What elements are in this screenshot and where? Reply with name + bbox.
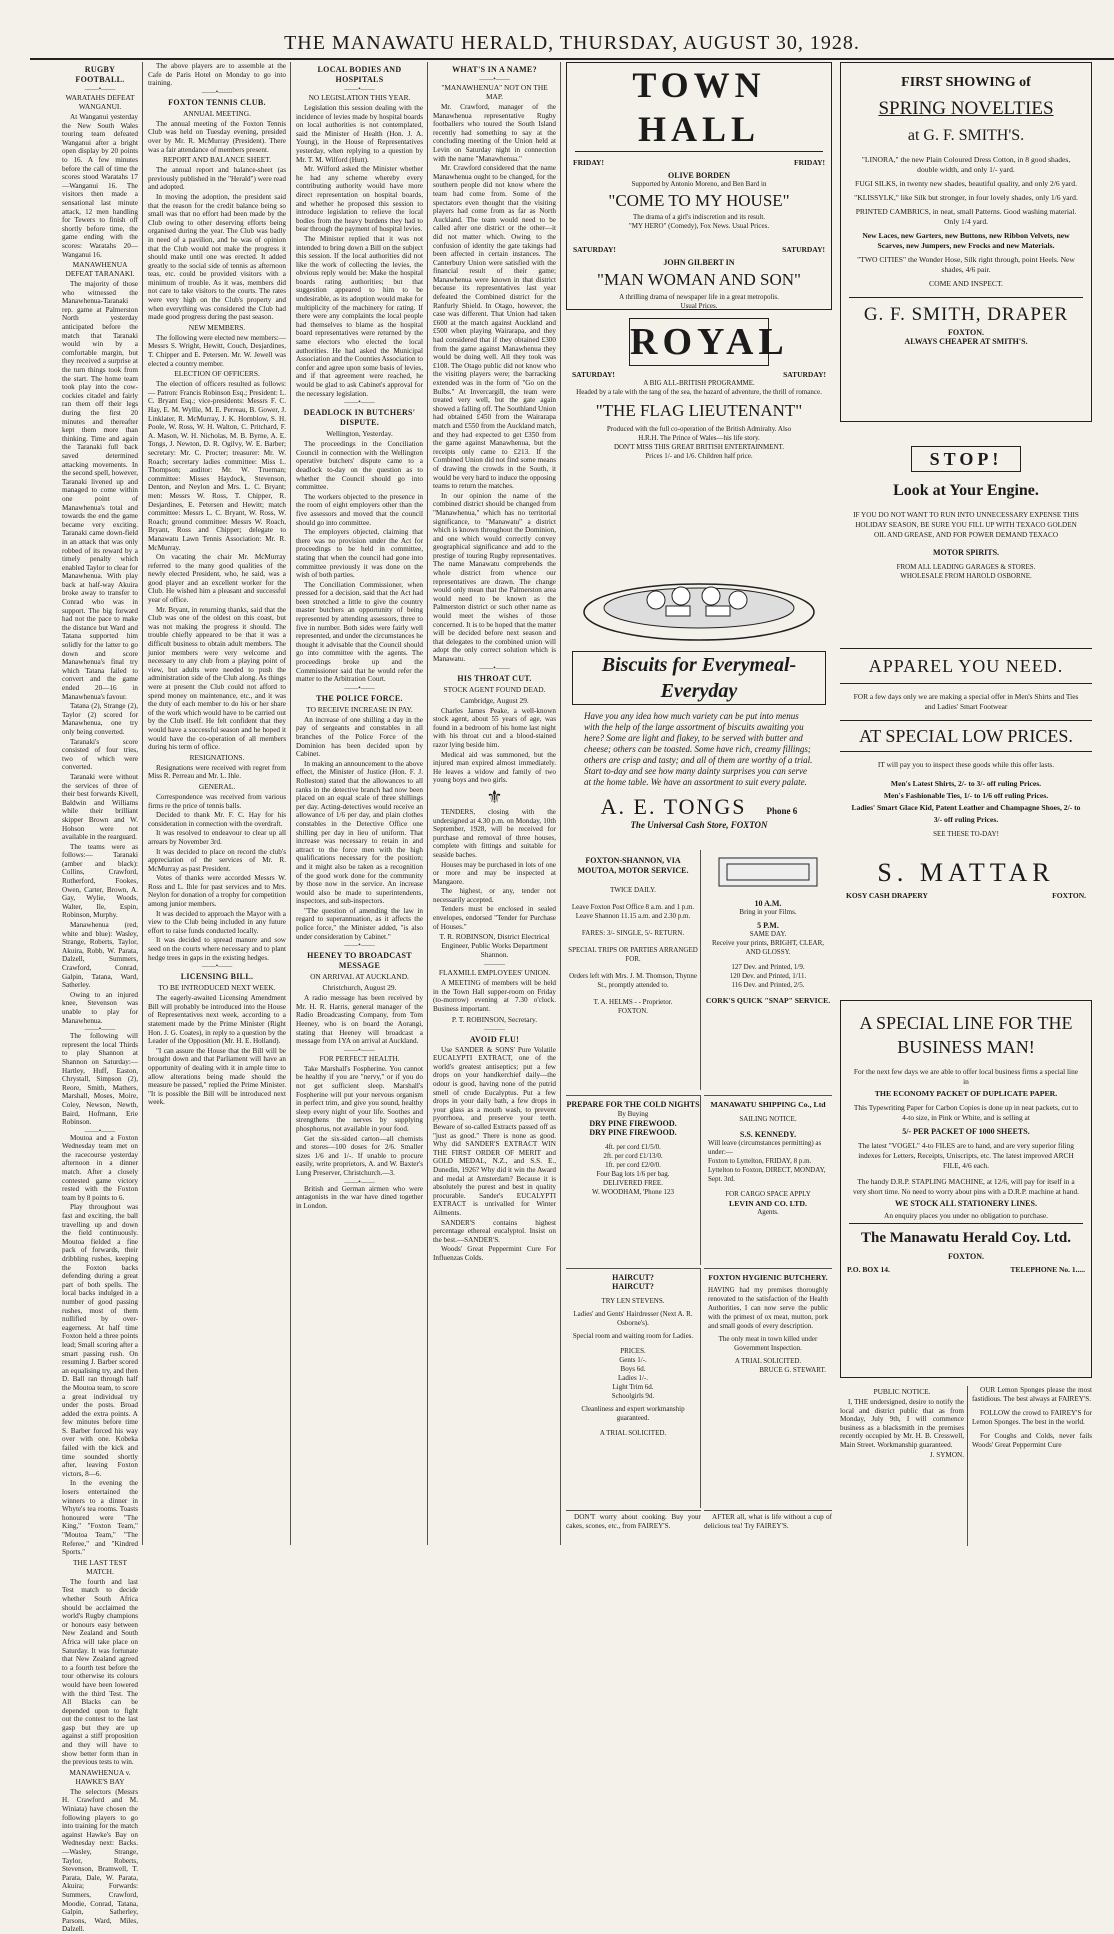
smith-item: New Laces, new Garters, new Buttons, new Ribbon Velvets, new Scarves, new Jumpers, new Frocks and new Materials.: [862, 231, 1070, 250]
haircut-line: TRY LEN STEVENS.: [601, 1297, 665, 1305]
firewood-line: By Buying: [617, 1110, 649, 1118]
subhead: FOR PERFECT HEALTH.: [319, 1053, 400, 1063]
film-title: "COME TO MY HOUSE": [608, 191, 790, 210]
herald-title: A SPECIAL LINE FOR THE: [859, 1013, 1073, 1033]
herald-line: This Typewriting Paper for Carbon Copies is done up in neat packets, cut to 4-to size, in Pink or White, and is selling at: [853, 1103, 1079, 1122]
haircut-line: Ladies' and Gents' Hairdresser (Next A. R. Osborne's).: [573, 1310, 693, 1327]
column-2: The above players are to assemble at the Cafe de Paris Hotel on Monday to go into training. ——•—— FOXTON TENNIS CLUB. ANNUAL MEETING. The annual meeting of the Foxton Tennis Club was held on Tuesday evening, presided over by Mr. R. McMurray (President). There was a fair attendance of members present. REPORT AND BALANCE SHEET. The annual report and balance-sheet (as previously published in the "Herald") were read and adopted. In moving the adoption, the president said that the reason for the credit balance being so small was that no effort had been made by the Club owing to other deserving efforts being organised during the year. The Club was badly in need of a pavilion, and he was of opinion that the Club would not make the progress it should make until one was erected. It added greatly to the social side of tennis as afternoon teas, etc. could be provided visitors with a minimum of trouble. As it was, members did not care to take visitors to the courts. The rates were very high on the Club's property and when everything was considered the Club had made good progress during the past season. NEW MEMBERS. The following were elected new members:—Messrs S. Wright, Hewitt, Couch, Desjardines, T. Chipper and E. Petersen. Mr. W. Jewell was elected a country member. ELECTION OF OFFICERS. The election of officers resulted as follows:— Patron: Francis Robinson Esq.; President: L. C. Bryant Esq.; vice-presidents: Messrs F. C. Hay, E. M. Wyllie, M. E. Perreau, B. Gower, J. Linklater, R. McMurray, J. K. Hornblow, S. H. Poole, W. Ross, W. H. Walton, C. Pritchard, F. A. Mason, W. H. Nicholas, M. B. Byrne, A. E. Tongs, J. Newton, D. R. Ogilvy, W. E. Barber; secretary: Mr. C. Procter; treasurer: Mr. W. Roach; secretary ladies committee: Miss L. Thompson; auditor: Mr. W. Trueman; committee: Misses Haydock, Stevenson, Denton, and Neylon and Mrs. L. C. Bryant; men: Messrs W. Ross, T. Chipper, R. Desjardines, E. Petersen and Hewitt; match committee: Messrs L. C. Bryant, W. Ross, W. Roach; ground committee: Messrs W. Roach, Bryant, Ross and Chipper; delegate to Manawatu Lawn Tennis Association: Mr. R. McMurray. On vacating the chair Mr. McMurray referred to the many good qualities of the newly elected President, who, he said, was a good player and an excellent worker for the Club. He wished him a pleasant and successful year of office. Mr. Bryant, in returning thanks, said that the Club was one of the oldest on this coast, but was not making the progress it should. The trouble chiefly appeared to be that it was a difficult business to obtain adult members. The junior members were very welcome and necessary to any club from a playing point of view, but adults were needed to push the administration side of the Club along. As things were at present the Club could not afford to spend money on maintenance, etc., and it was the duty of each member to do his or her share of the work which would have to be carried out by the Club itself. He felt confident that they would have a successful season and he hoped it would have the co-operation of all members during his term of office. RESIGNATIONS. Resignations were received with regret from Miss R. Perreau and Mr. L. Ihle. GENERAL. Correspondence was received from various firms re the price of tennis balls. Decided to thank Mr. F. C. Hay for his consideration in connection with the overdraft. It was resolved to endeavour to clear up all arrears by November 3rd. It was decided to place on record the club's appreciation of the services of Mr. R. McMurray as past President. Votes of thanks were accorded Messrs W. Ross and L. Ihle for past services and to Mrs. Neylon for donation of a trophy for competition among junior members. It was decided to approach the Mayor with a view to the Club being included in any future effort to raise funds conducted locally. It was decided to spread manure and sow seed on the courts where necessary and to plant hedge trees in gaps in the existing hedges. ——•—— LICENSING BILL. TO BE INTRODUCED NEXT WEEK. The eagerly-awaited Licensing Amendment Bill will probably be introduced into the House of Representatives next week, according to a statement made by the Prime Minister (Right Hon. J. G. Coates), in reply to a question by the Leader of the Opposition (Mr. H. E. Holland). "I can assure the House that the Bill will be brought down and that Parliament will have an opportunity of dealing with it in ample time to allow alterations being made should the measure be passed," replied the Prime Minister. "It is possible the Bill will be introduced next week.: [148, 62, 286, 1107]
royal-line: H.R.H. The Prince of Wales—his life story.: [638, 434, 760, 442]
paragraph: A radio message has been received by Mr. H. R. Harris, general manager of the Radio Broadcasting Company, from Tom Heeney, who is on board the Aorangi, stating that Heeney will broadcast a message from 1YA on arrival at Auckland.: [296, 994, 423, 1046]
paragraph: Owing to an injured knee, Stevenson was unable to play for Manawhenua.: [62, 990, 138, 1025]
tongs-ad: [566, 556, 832, 842]
subhead: MANAWHENUA v. HAWKE'S BAY: [69, 1767, 131, 1786]
film-line: CORK'S QUICK "SNAP" SERVICE.: [705, 996, 831, 1005]
shipping-line: Agents.: [757, 1208, 779, 1216]
paragraph: The highest, or any, tender not necessarily accepted.: [433, 887, 556, 904]
fairey-tea-ad: [704, 1510, 832, 1548]
paragraph: The annual report and balance-sheet (as previously published in the "Herald") were read and adopted.: [148, 166, 286, 192]
headline: HEENEY TO BROADCAST MESSAGE: [307, 951, 412, 971]
smith-title: SPRING NOVELTIES: [878, 98, 1054, 119]
texaco-ad: [840, 430, 1092, 630]
smith-item: PRINTED CAMBRICS, in neat, small Patterns. Good washing material. Only 1/4 yard.: [855, 207, 1077, 226]
haircut-line: Special room and waiting room for Ladies.: [572, 1332, 694, 1340]
fairey-line: For Coughs and Colds, never fails Woods' Great Peppermint Cure: [972, 1432, 1092, 1449]
paragraph: Votes of thanks were accorded Messrs W. Ross and L. Ihle for past services and to Mrs. Neylon for donation of a trophy for competition among junior members.: [148, 874, 286, 909]
column-rule: [290, 62, 291, 1545]
biscuit-banner: Biscuits for Everymeal-Everyday: [572, 651, 826, 705]
mattar-line: IT will pay you to inspect these goods while this offer lasts.: [877, 760, 1055, 769]
town-hall-title: TOWN HALL: [632, 65, 766, 149]
headline: AVOID FLU!: [469, 1034, 520, 1044]
masthead: THE MANAWATU HERALD, THURSDAY, AUGUST 30, 1928.: [30, 14, 1114, 60]
film-desc: A thrilling drama of newspaper life in a great metropolis.: [619, 293, 779, 301]
subhead: NEW MEMBERS.: [188, 322, 246, 332]
column-rule: [560, 62, 561, 1545]
mattar-item: Men's Fashionable Ties, 1/- to 1/6 off ruling Prices.: [883, 791, 1049, 800]
crest-icon: ⚜: [486, 786, 503, 807]
column-3: LOCAL BODIES AND HOSPITALS ——•—— NO LEGISLATION THIS YEAR. Legislation this session dealing with the incidence of levies made by hospital boards on local authorities is not contemplated, said the Minister of Health (Hon. J. A. Young), in the House of Representatives yesterday, when replying to a question by Mr. T. M. Wilford (Hutt). Mr. Wilford asked the Minister whether he had any scheme whereby every contributing authority would have more direct representation on hospital boards, and whether he proposed this session to introduce legislation to relieve the local bodies from the heavy burdens they had to bear through the payment of hospital levies. The Minister replied that it was not intended to bring down a Bill on the subject this session. If the local authorities did not like the work of collecting the levies, the obvious reply would be: Make the hospital boards rating authorities; but that suggestion appeared to him to be undesirable, as its adoption would make for multiplicity of the machinery for rating. If there were any complaints the local people had themselves to blame as the hospital board representatives were returned by the same electors who elected the local authorities. He had asked the Municipal Association and the Counties Association to confer and agree upon some basis of levies, and if that agreement were reached, he would be glad to ask Cabinet's approval for the necessary legislation. ——•—— DEADLOCK IN BUTCHERS' DISPUTE. Wellington, Yesterday. The proceedings in the Conciliation Council in connection with the Wellington operative butchers' dispute came to a deadlock to-day on the question as to whether the Council should go into committee. The workers objected to the presence in the room of eight employers other than the five assessors and moved that the council should go into committee. The employers objected, claiming that there was no provision under the Act for proceedings to be held in committee, stating that when the council had gone into committee previously it was done on the wish of both parties. The Conciliation Commissioner, when pressed for a decision, said that the Act had been stretched a little to give the country master butchers an opportunity of being represented by attending assessors, three to five in number. Both sides were fairly well represented, and under the circumstances he thought it advisable that the Council should go into committee with the agents. The proceedings broke up and the Commissioner said that he would refer the matter to the Arbitration Court. ——•—— THE POLICE FORCE. TO RECEIVE INCREASE IN PAY. An increase of one shilling a day in the pay of sergeants and constables in all branches of the Police Force of the Dominion has been decided upon by Cabinet. In making an announcement to the above effect, the Minister of Justice (Hon. F. J. Rolleston) stated that the allowances to all ranks in the detective branch had now been placed on an equal scale of three shillings per day. Acting-detectives would receive an allowance of 1/6 per day, and plain clothes constables in the Detective Office one shilling per day in lieu of uniform. That increase was necessary to retain in and attract to the force men with the high qualifications necessary for the position; and it might also be taken as a recognition of the good work done for the community by those now in the service. An increase would also be made to superintendents, inspectors, and sub-inspectors. "The question of amending the law in regard to superannuation, as it affects the police force," the Minister added, "is also under consideration by Cabinet." ——•—— HEENEY TO BROADCAST MESSAGE ON ARRIVAL AT AUCKLAND. Christchurch, August 29. A radio message has been received by Mr. H. R. Harris, general manager of the Radio Broadcasting Company, from Tom Heeney, who is on board the Aorangi, stating that Heeney will broadcast a message from 1YA on arrival at Auckland. ——•—— FOR PERFECT HEALTH. Take Marshall's Fospherine. You cannot be healthy if you are "nervy," or if you do not get sufficient sleep. Marshall's Fospherine will put your nervous organism in perfect trim, and give you sound, healthy sleep every night of your life. Soothes and strengthens the nerves by supplying phosphorus, not available in your food. Get the six-sided carton—all chemists and stores—100 doses for 2/6. Smaller sizes 1/6 and 1/-. If unable to procure easily, write proprietors, A. and W. Baxter's Lung Preserver, Christchurch.—3. ——•—— British and German airmen who were antagonists in the war have dined together in London.: [296, 65, 423, 1210]
royal-ad: [566, 314, 832, 550]
royal-title: ROYAL: [629, 318, 769, 366]
subhead: TO RECEIVE INCREASE IN PAY.: [306, 704, 413, 714]
day-label: FRIDAY!: [794, 158, 825, 167]
paragraph: "I can assure the House that the Bill will be brought down and that Parliament will have an opportunity of dealing with it in ample time to allow alterations being made should the measure be passed," replied the Prime Minister. "It is possible the Bill will be introduced next week.: [148, 1046, 286, 1107]
herald-line: The handy D.R.P. STAPLING MACHINE, at 12/6, will pay for itself in a very short time. No need to worry about pins with a D.R.P. machine at hand.: [853, 1177, 1079, 1196]
motor-title: FOXTON-SHANNON, VIA MOUTOA, MOTOR SERVICE.: [577, 856, 689, 875]
herald-box: P.O. BOX 14.: [847, 1265, 890, 1274]
motor-line: TWICE DAILY.: [610, 886, 656, 894]
smith-town: FOXTON.: [947, 328, 985, 337]
shipping-ad: [704, 1095, 832, 1265]
subhead: WARATAHS DEFEAT WANGANUI.: [65, 93, 135, 111]
shipping-line: FOR CARGO SPACE APPLY: [725, 1190, 811, 1198]
subhead: NO LEGISLATION THIS YEAR.: [308, 93, 411, 102]
day-label: SATURDAY!: [572, 370, 615, 379]
film-line: Bring in your Films.: [739, 908, 797, 916]
paragraph: Charles James Peake, a well-known stock agent, about 55 years of age, was found in a bedroom of his home last night with his throat cut and a blood-stained razor lying beside him.: [433, 706, 556, 749]
paragraph: It was resolved to endeavour to clear up all arrears by November 3rd.: [148, 829, 286, 846]
herald-line: An enquiry places you under no obligation to purchase.: [884, 1211, 1048, 1220]
smith-item: "KLISSYLK," like Silk but stronger, in four lovely shades, only 1/6 yard.: [854, 193, 1078, 202]
film-line: SAME DAY.: [749, 930, 787, 938]
biscuit-plate-icon: [566, 556, 832, 646]
stop-line: FROM ALL LEADING GARAGES & STORES.: [896, 563, 1036, 571]
stop-text: IF YOU DO NOT WANT TO RUN INTO UNNECESSARY EXPENSE THIS HOLIDAY SEASON, BE SURE YOU FILL UP WITH TEXACO GOLDEN OIL AND GREASE, AND FOR POWER DEMAND TEXACO: [853, 511, 1079, 539]
paragraph: Mr. Wilford asked the Minister whether he had any scheme whereby every contributing authority would have more direct representation on hospital boards, and whether he proposed this session to introduce legislation to relieve the local bodies from the heavy burdens they had to bear through the payment of hospital levies.: [296, 165, 423, 234]
paragraph: Tatana (2), Strange (2), Taylor (2) scored for Manawhenua, one try only being converted.: [62, 702, 138, 736]
subhead: ON ARRIVAL AT AUCKLAND.: [310, 972, 409, 982]
paragraph: Resignations were received with regret from Miss R. Perreau and Mr. L. Ihle.: [148, 763, 286, 781]
film-price: 116 Dev. and Printed, 2/5.: [731, 981, 805, 989]
paragraph: SANDER'S contains highest percentage ethereal eucalyptol. Insist on the best.—SANDER'S.: [433, 1218, 556, 1244]
fairey-line: FOLLOW the crowd to FAIREY'S for Lemon Sponges. The best in the world.: [972, 1409, 1092, 1426]
paragraph: Legislation this session dealing with the incidence of levies made by hospital boards on local authorities is not contemplated, said the Minister of Health (Hon. J. A. Young), in the House of Representatives yesterday, when replying to a question by Mr. T. M. Wilford (Hutt).: [296, 104, 423, 164]
paragraph: TENDERS, closing with the undersigned at 4.30 p.m. on Monday, 10th September, 1928, will be received for purchase and removal of three houses, complete with fittings and suitable for seaside baches.: [433, 807, 556, 859]
day-label: FRIDAY!: [573, 158, 604, 167]
paragraph: Mr. Crawford considered that the name Manawhenua ought to be changed, for the southern people did not know where the team had come from. Some of the spectators even thought that the visiting players had come from as far as North Auckland. The team would need to be called after one district or the other—it did not matter which. Owing to the confusion of identity the gate takings had been affected in certain instances. The Canterbury Union were satisfied with the financial result of their game; Manawhenua were known in that district because its representatives last year defeated the Combined district for the Ranfurly Shield. In Otago, however, the case was different. That Union had taken £600 at the match against Auckland and £500 when playing Wairarapa, and they had considered that if they obtained £300 from the game against Manawhenua they would be doing well. All they took was £108. The Otago public did not know who the visiting players were; the barracking extended was in the form of "Go on the Bulbs." At Invercargill, the team were treated very well, but the gate again showed a falling off. The Southland Union had obtained £450 from the Wairarapa match and £550 from the Auckland match, and they had expected to get £350 from the game against Manawhenua, but the receipts only came to £213. If the Combined Union did not find some means of drawing the crowds in the South, it would be very hard to induce the opposing teams to return the matches.: [433, 164, 556, 491]
film-desc: The drama of a girl's indiscretion and its result.: [632, 213, 766, 221]
column-rule: [142, 62, 143, 1545]
haircut-line: A TRIAL SOLICITED.: [599, 1429, 667, 1437]
mattar-item: Ladies' Smart Glace Kid, Patent Leather and Champagne Shoes, 2/- to 3/- off ruling Prices.: [851, 803, 1081, 824]
paragraph: In moving the adoption, the president said that the reason for the credit balance being so small was that no effort had been made by the Club owing to other deserving efforts being organised during the year. The Club was badly in need of a pavilion, and he was of opinion that the Club would not make the progress it should make until one was erected. It added greatly to the social side of tennis as afternoon teas, etc. could be provided visitors with a minimum of trouble. As it was, members did not care to take visitors to the courts. The rates were very high on the Club's property and when everything was considered the Club had made good progress during the past season.: [148, 192, 286, 322]
butchery-signature: BRUCE G. STEWART.: [759, 1366, 826, 1374]
town-hall-ad: [566, 62, 832, 310]
paragraph: Get the six-sided carton—all chemists and stores—100 doses for 2/6. Smaller sizes 1/6 and 1/-. If unable to procure easily, write proprietors, A. and W. Baxter's Lung Preserver, Christchurch.—3.: [296, 1134, 423, 1177]
motor-line: SPECIAL TRIPS OR PARTIES ARRANGED FOR.: [568, 946, 698, 963]
royal-line: DON'T MISS THIS GREAT BRITISH ENTERTAINMENT.: [613, 443, 785, 451]
firewood-price: 2ft. per cord £1/13/0.: [603, 1152, 663, 1160]
smith-item: "TWO CITIES" the Wonder Hose, Silk right through, point Heels. New shades, 4/6 pair.: [857, 255, 1075, 274]
firewood-line: DELIVERED FREE.: [603, 1179, 663, 1187]
shipping-line: Lyttelton to Foxton, DIRECT, MONDAY, Sept. 3rd.: [708, 1166, 826, 1183]
film-prices: Usual Prices.: [680, 302, 718, 310]
paragraph: Mr. Crawford, manager of the Manawhenua representative Rugby footballers who toured the South Island recently had something to say at the concluding meeting of the Union held at Levin on Saturday night in connection with the name "Manawhenua.": [433, 103, 556, 163]
paragraph: The Minister replied that it was not intended to bring down a Bill on the subject this session. If the local authorities did not like the work of collecting the levies, the obvious reply would be: Make the hospital boards rating authorities; but that suggestion appeared to him to be undesirable, as its adoption would make for multiplicity of the machinery for rating. If there were any complaints the local people had themselves to blame as the hospital board representatives were returned by the same electors who elected the local authorities. He had asked the Municipal Association and the Counties Association to confer and agree upon some basis of levies, and if that agreement were reached, he would be glad to ask Cabinet's approval for the necessary legislation.: [296, 234, 423, 398]
paragraph: It was decided to spread manure and sow seed on the courts where necessary and to plant hedge trees in gaps in the existing hedges.: [148, 936, 286, 962]
paragraph: Woods' Great Peppermint Cure For Influenzas Colds.: [433, 1245, 556, 1262]
motor-line: Leave Shannon 11.15 a.m. and 2.30 p.m.: [575, 912, 691, 920]
haircut-ad: [566, 1268, 701, 1508]
fairey-line: OUR Lemon Sponges please the most fastidious. The best always at FAIREY'S.: [972, 1386, 1092, 1403]
headline: LOCAL BODIES AND HOSPITALS: [317, 65, 402, 84]
motor-line: Leave Foxton Post Office 8 a.m. and 1 p.m.: [571, 903, 695, 911]
smith-ad: [840, 62, 1092, 422]
notice-text: I, THE undersigned, desire to notify the local and district public that as from Monday, July 9th, I will commence business as a blacksmith in the premises recently occupied by Mr. H. B. Cresswell, Main Street. Workmanship guaranteed.: [840, 1398, 964, 1449]
subhead: "MANAWHENUA" NOT ON THE MAP.: [441, 83, 548, 101]
column-4: WHAT'S IN A NAME? ——•—— "MANAWHENUA" NOT ON THE MAP. Mr. Crawford, manager of the Manawhenua representative Rugby footballers who toured the South Island recently had something to say at the concluding meeting of the Union held at Levin on Saturday night in connection with the name "Manawhenua." Mr. Crawford considered that the name Manawhenua ought to be changed, for the southern people did not know where the team had come from. Some of the spectators even thought that the visiting players had come from as far as North Auckland. The team would need to be called after one district or the other—it did not matter which. Owing to the confusion of identity the gate takings had been affected in certain instances. The Canterbury Union were satisfied with the financial result of their game; Manawhenua were known in that district because its representatives last year defeated the Combined district for the Ranfurly Shield. In Otago, however, the case was different. That Union had taken £600 at the match against Auckland and £500 when playing Wairarapa, and they had considered that if they obtained £300 from the game against Manawhenua they would be doing well. All they took was £108. The Otago public did not know who the visiting players were; the barracking extended was in the form of "Go on the Bulbs." At Invercargill, the team were treated very well, but the gate again showed a falling off. The Southland Union had obtained £450 from the Wairarapa match and £550 from the Auckland match, and they had expected to get £350 from the game against Manawhenua, but the receipts only came to £213. If the Combined Union did not find some means of drawing the crowds in the South, it would be very hard to induce the opposing teams to return the matches. In our opinion the name of the combined district should be changed from "Manawhenua," which has no territorial significance, to "Manawatu" a district which is known throughout the Dominion, and one which would correctly convey geographical significance and add to the prestige of touring Rugby representatives. The name Manawatu comprehends the whole district from whence our representatives are drawn. The change would only mean that the Palmerston area would need to be known as the Palmerston district or such other name as would meet the wishes of those concerned. It is to be hoped that the matter will be decided before next season and that delegates to the combined union will adopt the only correct solution which is Manawatu. ——•—— HIS THROAT CUT. STOCK AGENT FOUND DEAD. Cambridge, August 29. Charles James Peake, a well-known stock agent, about 55 years of age, was found in a bedroom of his home last night with his throat cut and a blood-stained razor lying beside him. Medical aid was summoned, but the injured man expired almost immediately. He leaves a widow and family of two young boys and two girls. ⚜ TENDERS, closing with the undersigned at 4.30 p.m. on Monday, 10th September, 1928, will be received for purchase and removal of three houses, complete with fittings and suitable for seaside baches. Houses may be purchased in lots of one or more and may be inspected at Mangaore. The highest, or any, tender not necessarily accepted. Tenders must be enclosed in sealed envelopes, endorsed "Tender for Purchase of Houses." T. R. ROBINSON, District Electrical Engineer, Public Works Department Shannon. ——— FLAXMILL EMPLOYEES' UNION. A MEETING of members will be held in the Town Hall supper-room on Friday (to-morrow) evening at 7.30 o'clock. Business important. P. T. ROBINSON, Secretary. ——— AVOID FLU! Use SANDER & SONS' Pure Volatile EUCALYPTI EXTRACT, one of the world's greatest antiseptics; put a few drops on your handkerchief daily—the odour is good, having none of the putrid smell of crude Eucalyptus. Put a few drops in your daily bath, a few drops in your glass as a mouth wash, to prevent pyorrhoea, and preserve your teeth. Beware of so-called Extracts passed off as "just as good." There is none as good. Why did SANDER'S EXTRACT WIN THE FIRST ORDER OF MERIT and GOLD MEDAL, N.Z., and S.S. E., Dunedin, 1926? Why did it win the Award and medal at Amsterdam? Because it is absolutely the purest and best in quality procurable. Sander's EUCALYPTI EXTRACT is unrivalled for Winter Ailments. SANDER'S contains highest percentage ethereal eucalyptol. Insist on the best.—SANDER'S. Woods' Great Peppermint Cure For Influenzas Colds.: [433, 65, 556, 1262]
subhead: FLAXMILL EMPLOYEES' UNION.: [438, 968, 551, 978]
film-title: "MAN WOMAN AND SON": [597, 270, 801, 289]
paragraph: An increase of one shilling a day in the pay of sergeants and constables in all branches of the Police Force of the Dominion has been decided upon by Cabinet.: [296, 715, 423, 759]
notice-title: PUBLIC NOTICE.: [873, 1387, 931, 1396]
haircut-price: Light Trim 6d.: [612, 1383, 654, 1391]
fairey-line: DON'T worry about cooking. Buy your cakes, scones, etc., from FAIREY'S.: [566, 1513, 701, 1530]
dateline: Cambridge, August 29.: [460, 695, 529, 705]
motor-line: Orders left with Mrs. J. M. Thomson, Thynne St., promptly attended to.: [569, 972, 697, 989]
film-line: 5 P.M.: [757, 921, 779, 930]
mattar-special: AT SPECIAL LOW PRICES.: [840, 720, 1092, 752]
motor-line: FOXTON.: [617, 1007, 648, 1015]
signature: T. R. ROBINSON, District Electrical Engineer, Public Works Department Shannon.: [439, 932, 550, 960]
paragraph: Mr. Bryant, in returning thanks, said that the Club was one of the oldest on this coast, but was not making the progress it should. The trouble chiefly appeared to be that it was a difficult business to obtain adult members. The junior members were very welcome and necessary to any club from a playing point of view, but adults were needed to push the administration side of the Club along. As things were at present the Club could not afford to spend money on maintenance, etc., and it was the duty of each member to do his or her share of the work which would have to be carried out by the Club itself. He felt confident that they would have a successful season and he hoped it would have the co-operation of all members during his term of office.: [148, 605, 286, 752]
subhead: REPORT AND BALANCE SHEET.: [162, 155, 272, 165]
herald-name: The Manawatu Herald Coy. Ltd.: [860, 1230, 1071, 1246]
paragraph: In making an announcement to the above effect, the Minister of Justice (Hon. F. J. Rolleston) stated that the allowances to all ranks in the detective branch had now been placed on an equal scale of three shillings per day. Acting-detectives would receive an allowance of 1/6 per day, and plain clothes constables in the Detective Office one shilling per day in lieu of uniform. That increase was necessary to retain in and attract to the force men with the high qualifications necessary for the position; and it might also be taken as a recognition of the good work done for the community by those now in the service. An increase would also be made to superintendents, inspectors, and sub-inspectors.: [296, 759, 423, 906]
motor-service-ad: [566, 850, 701, 1090]
tongs-name: A. E. TONGS: [600, 794, 747, 819]
paragraph: The employers objected, claiming that there was no provision under the Act for proceedings to be held in committee, stating that when the council had gone into committee previously it was done on the wish of both parties.: [296, 528, 423, 580]
paragraph: Correspondence was received from various firms re the price of tennis balls.: [148, 792, 286, 810]
paragraph: At Wanganui yesterday the New South Wales touring team defeated Wanganui after a bright open display by 20 points to 16. A few minutes before the call of time the scores stood Waratahs 17—Wanganui 16. The visitors then made a sensational last minute attack, 12 men handling for Tewers to finish off shortly before time, the game ending with the scores: Waratahs 20—Wanganui 16.: [62, 113, 138, 259]
subhead: STOCK AGENT FOUND DEAD.: [443, 684, 546, 694]
paragraph: "The question of amending the law in regard to superannuation, as it affects the police force," the Minister added, "is also under consideration by Cabinet.": [296, 906, 423, 941]
smith-title: FIRST SHOWING of: [901, 75, 1031, 90]
subhead: GENERAL.: [198, 781, 236, 791]
day-label: SATURDAY!: [782, 245, 825, 254]
subhead: THE LAST TEST MATCH.: [73, 1557, 127, 1576]
paragraph: The teams were as follows:— Taranaki (amber and black): Collins, Crawford, Rutherford, Fookes, Owen, Carter, Brown, A. Gay, Wylie, Woods, Walter, Ile, Espin, Robinson, Murphy.: [62, 842, 138, 920]
smith-item: "LINORA," the new Plain Coloured Dress Cotton, in 8 good shades, double width, and only 1/- yard.: [861, 155, 1071, 174]
royal-line: A BIG ALL-BRITISH PROGRAMME.: [643, 379, 755, 387]
paragraph: Manawhenua (red, white and blue): Wasley, Strange, Roberts, Taylor, Akuira, Robb, W. Parata, Dalzell, Summers, Crawford, Conrad, Galpin, Tatana, Ward, Satherley.: [62, 921, 138, 990]
star-name: OLIVE BORDEN: [667, 171, 730, 180]
herald-ad: [840, 1000, 1092, 1378]
day-label: SATURDAY!: [573, 245, 616, 254]
paragraph: The following were elected new members:—Messrs S. Wright, Hewitt, Couch, Desjardines, T. Chipper and E. Petersen. Mr. W. Jewell was elected a country member.: [148, 333, 286, 368]
firewood-line: DRY PINE FIREWOOD.: [589, 1119, 677, 1128]
paragraph: The fourth and last Test match to decide whether South Africa should be acclaimed the world's Rugby champions or honours easy between New Zealand and South Africa will take place on Saturday. It was fortunate that New Zealand agreed to a fourth test before the tour otherwise its colours would have been lowered with the third Test. The All Blacks can be depended upon to fight out the contest to the last gasp but they are up against a stiff proposition and they will have to show better form than in the previous tests to win.: [62, 1577, 138, 1767]
headline: HIS THROAT CUT.: [457, 673, 532, 683]
paragraph: In the evening the losers entertained the winners to a dinner in Whyte's tea rooms. Toasts honoured were "The King," "Foxton Team," "Moutoa Team," "The Referee," and "Kindred Sports.": [62, 1479, 138, 1557]
mattar-item: Men's Latest Shirts, 2/- to 3/- off ruling Prices.: [890, 779, 1042, 788]
paragraph: Houses may be purchased in lots of one or more and may be inspected at Mangaore.: [433, 860, 556, 886]
herald-price: 5/- PER PACKET OF 1000 SHEETS.: [902, 1127, 1030, 1136]
headline: THE POLICE FORCE.: [316, 693, 403, 703]
tongs-phone: Phone 6: [766, 806, 798, 816]
paragraph: Medical aid was summoned, but the injured man expired almost immediately. He leaves a widow and family of two young boys and two girls.: [433, 750, 556, 785]
mattar-name: S. MATTAR: [877, 858, 1055, 887]
film-price: 120 Dev. and Printed, 1/11.: [729, 972, 807, 980]
fairey-cakes-ad: [566, 1510, 701, 1548]
mattar-line: SEE THESE TO-DAY!: [933, 830, 999, 838]
butchery-title: FOXTON HYGIENIC BUTCHERY.: [708, 1273, 828, 1282]
subhead: TO BE INTRODUCED NEXT WEEK.: [158, 983, 276, 993]
herald-line: The latest "VOGEL" 4-to FILES are to hand, and are very superior filing indexes for Letters, Receipts, Uniscripts, etc. The latest improved ARCH FILE, 4/6 each.: [858, 1141, 1074, 1170]
tongs-tagline: The Universal Cash Store, FOXTON: [630, 820, 768, 830]
paragraph: The proceedings in the Conciliation Council in connection with the Wellington operative butchers' dispute came to a deadlock to-day on the question as to whether the Council should go into committee.: [296, 440, 423, 492]
paragraph: The workers objected to the presence in the room of eight employers other than the five assessors and moved that the council should go into committee.: [296, 492, 423, 527]
ship-name: S.S. KENNEDY.: [739, 1130, 797, 1139]
smith-item: COME AND INSPECT.: [929, 279, 1003, 288]
film-extra: "MY HERO" (Comedy), Fox News. Usual Prices.: [628, 222, 770, 230]
royal-line: Headed by a tale with the tang of the sea, the hazard of adventure, the thrill of romance.: [576, 388, 822, 396]
column-1: RUGBY FOOTBALL. ——•—— WARATAHS DEFEAT WANGANUI. At Wanganui yesterday the New South Wales touring team defeated Wanganui after a bright open display by 20 points to 16. A few minutes before the call of time the scores stood Waratahs 17—Wanganui 16. The visitors then made a sensational last minute attack, 12 men handling for Tewers to finish off shortly before time, the game ending with the scores: Waratahs 20—Wanganui 16. MANAWHENUA DEFEAT TARANAKI. The majority of those who witnessed the Manawhenua-Taranaki rep. game at Palmerston North yesterday anticipated before the match that Taranaki would win by a comfortable margin, but they received a surprise at the turn things took from the start. The home team took play into the cow-cockies citadel and fairly ran them off their legs during the first 20 minutes and thereafter kept them more than thinking. Time and again the Taranaki full back saved determined attacking movements. In the second spell, however, Taranaki livened up and managed to come within one point of Manawhenua's total and towards the end the game became very exciting. Taranaki came down-field in an attack that was only robbed of its reward by a timely penalty which enabled Taylor to clear for Manawhenua. With play back at half-way Akuira broke away to transfer to Conrad who was in support. The big forward had not the pace to make the distance but Ward and Tatana supported him solidly for the latter to go down and score Manawhenua's final try which Tatana failed to convert and the game ended 20—16 in Manawhenua's favour. Tatana (2), Strange (2), Taylor (2) scored for Manawhenua, one try only being converted. Taranaki's score consisted of four tries, two of which were converted. Taranaki were without the services of three of their best forwards Kivell, Baldwin and Williams while their brilliant skipper Brown and W. Hobson were not available in the rearguard. The teams were as follows:— Taranaki (amber and black): Collins, Crawford, Rutherford, Fookes, Owen, Carter, Brown, A. Gay, Wylie, Woods, Walter, Ile, Espin, Robinson, Murphy. Manawhenua (red, white and blue): Wasley, Strange, Roberts, Taylor, Akuira, Robb, W. Parata, Dalzell, Summers, Crawford, Conrad, Galpin, Tatana, Ward, Satherley. Owing to an injured knee, Stevenson was unable to play for Manawhenua. ——•—— The following will represent the local Thirds to play Shannon at Shannon on Saturday:— Hartley, Huff, Easton, Chrystall, Simpson (2), Reore, Smith, Mathers, Marshall, Moses, Moire, Coley, Newson, Newth, Baird, Hofmann, Erie Robinson. ——•—— Moutoa and a Foxton Wednesday team met on the racecourse yesterday afternoon in a dinner match. After a closely contested game victory rested with the Foxton team by 8 points to 6. Play throughout was fast and exciting, the ball travelling up and down the field continuously. Moutoa fielded a fine pack of forwards, their dribbling rushes, keeping the Foxton backs defending during a great part of both spells. The local backs indulged in a number of good passing rushes, most of them nullified by over-eagerness. At half time Foxton held a three points lead; Small scoring after a smart passing rush. On resuming J. Barber scored an equalising try, and then D. Ball ran through half the Moutoa team, to score a great individual try under the posts. Broad added the extra points. A few minutes before time S. Barber forced his way over with one. Kobeka failed with the kick and time sounded shortly after, leaving Foxton victors, 8—6. In the evening the losers entertained the winners to a dinner in Whyte's tea rooms. Toasts honoured were "The King," "Foxton Team," "Moutoa Team," "The Referee," and "Kindred Sports." THE LAST TEST MATCH. The fourth and last Test match to decide whether South Africa should be acclaimed the world's Rugby champions or honours easy between New Zealand and South Africa will take place on Saturday. It was fortunate that New Zealand agreed to a fourth test before the tour otherwise its colours would have been lowered with the third Test. The All Blacks can be depended upon to fight out the contest to the last gasp but they are up against a stiff proposition and they will have to show better form than in the previous tests to win. MANAWHENUA v. HAWKE'S BAY The selectors (Messrs H. Crawford and M. Winiata) have chosen the following players to go into training for the match against Hawke's Bay on Wednesday next: Backs.—Wasley, Strange, Taylor, Roberts, Stevenson, Bramwell, T. Parata, Dale, W. Parata, Akuira; Forwards: Summers, Crawford, Moodie, Conrad, Tatana, Galpin, Satherley, Parsons, Ward, Miles, Dalzell.: [62, 65, 138, 1934]
shipping-line: SAILING NOTICE.: [739, 1115, 797, 1123]
smith-item: FUGI SILKS, in twenty new shades, beautiful quality, and only 2/6 yard.: [854, 179, 1077, 188]
notice-signature: J. SYMON.: [929, 1450, 964, 1459]
paragraph: The majority of those who witnessed the Manawhenua-Taranaki rep. game at Palmerston North yesterday anticipated before the match that Taranaki would win by a comfortable margin, but they received a surprise at the turn things took from the start. The home team took play into the cow-cockies citadel and fairly ran them off their legs during the first 20 minutes and thereafter kept them more than thinking. Time and again the Taranaki full back saved determined attacking movements. In the second spell, however, Taranaki livened up and managed to come within one point of Manawhenua's total and towards the end the game became very exciting. Taranaki came down-field in an attack that was only robbed of its reward by a timely penalty which enabled Taylor to clear for Manawhenua. With play back at half-way Akuira broke away to transfer to Conrad who was in support. The big forward had not the pace to make the distance but Ward and Tatana supported him solidly for the latter to go down and score Manawhenua's final try which Tatana failed to convert and the game ended 20—16 in Manawhenua's favour.: [62, 280, 138, 701]
paragraph: Decided to thank Mr. F. C. Hay for his consideration in connection with the overdraft.: [148, 811, 286, 828]
butchery-text: HAVING had my premises thoroughly renovated to the satisfaction of the Health Authorities, I can now serve the public with the primest of ox meat, mutton, pork and small goods of every description.: [708, 1286, 828, 1330]
herald-title: BUSINESS MAN!: [897, 1037, 1035, 1057]
firewood-price: 1ft. per cord £2/0/0.: [605, 1161, 661, 1169]
dateline: Christchurch, August 29.: [322, 983, 397, 993]
haircut-price: Schoolgirls 9d.: [611, 1392, 655, 1400]
public-notice: [840, 1386, 964, 1546]
headline: FOXTON TENNIS CLUB.: [168, 97, 266, 107]
fairey-sponges-ad: [972, 1386, 1092, 1546]
paragraph: Taranaki were without the services of three of their best forwards Kivell, Baldwin and Williams while their brilliant skipper Brown and W. Hobson were not available in the rearguard.: [62, 772, 138, 842]
herald-tel: TELEPHONE No. 1.....: [1010, 1265, 1085, 1274]
paragraph: It was decided to place on record the club's appreciation of the services of Mr. R. McMurray as past President.: [148, 847, 286, 873]
fairey-line: AFTER all, what is life without a cup of delicious tea! Try FAIREY'S.: [704, 1513, 832, 1530]
headline: RUGBY FOOTBALL.: [75, 65, 125, 84]
paragraph: The selectors (Messrs H. Crawford and M. Winiata) have chosen the following players to go into training for the match against Hawke's Bay on Wednesday next: Backs.—Wasley, Strange, Taylor, Roberts, Stevenson, Bramwell, T. Parata, Dale, W. Parata, Akuira; Forwards: Summers, Crawford, Moodie, Conrad, Tatana, Galpin, Satherley, Parsons, Ward, Miles, Dalzell.: [62, 1787, 138, 1934]
stop-line: MOTOR SPIRITS.: [932, 548, 1000, 557]
film-line: Receive your prints, BRIGHT, CLEAR, AND GLOSSY.: [711, 939, 825, 956]
paragraph: The following will represent the local Thirds to play Shannon at Shannon on Saturday:— Hartley, Huff, Easton, Chrystall, Simpson (2), Reore, Smith, Mathers, Marshall, Moses, Moire, Coley, Newson, Newth, Baird, Hofmann, Erie Robinson.: [62, 1032, 138, 1127]
mattar-title: APPAREL YOU NEED.: [840, 648, 1092, 684]
smith-title: at G. F. SMITH'S.: [907, 127, 1025, 144]
herald-line: For the next few days we are able to offer local business firms a special line in: [853, 1067, 1079, 1086]
shipping-line: Foxton to Lyttelton, FRIDAY, 8 p.m.: [708, 1157, 812, 1165]
subhead: ANNUAL MEETING.: [183, 108, 251, 118]
paragraph: Take Marshall's Fospherine. You cannot be healthy if you are "nervy," or if you do not get sufficient sleep. Marshall's Fospherine will put your nervous organism in perfect trim, and give you sound, healthy sleep every night of your life. Soothes and strengthens the nerves by supplying phosphorus, not available in your food.: [296, 1064, 423, 1133]
paragraph: Tenders must be enclosed in sealed envelopes, endorsed "Tender for Purchase of Houses.": [433, 905, 556, 931]
haircut-line: HAIRCUT?: [612, 1273, 654, 1282]
film-price: 127 Dev. and Printed, 1/9.: [731, 963, 805, 971]
shipping-agent: LEVIN AND CO. LTD.: [729, 1199, 807, 1208]
support-line: Supported by Antonio Moreno, and Ben Bard in: [631, 180, 767, 188]
motor-line: T. A. HELMS - - Proprietor.: [593, 998, 673, 1006]
smith-name: G. F. SMITH, DRAPER: [863, 304, 1069, 325]
stop-line: WHOLESALE FROM HAROLD OSBORNE.: [900, 572, 1032, 580]
firewood-title: PREPARE FOR THE COLD NIGHTS: [566, 1100, 700, 1109]
star-name: JOHN GILBERT IN: [663, 258, 735, 267]
paragraph: Play throughout was fast and exciting, the ball travelling up and down the field continuously. Moutoa fielded a fine pack of forwards, their dribbling rushes, keeping the Foxton backs defending during a great part of both spells. The local backs indulged in a number of good passing rushes, most of them nullified by over-eagerness. At half time Foxton held a three points lead; Small scoring after a smart passing rush. On resuming J. Barber scored an equalising try, and then D. Ball ran through half the Moutoa team, to score a great individual try under the posts. Broad added the extra points. A few minutes before time S. Barber forced his way over with one. Kobeka failed with the kick and time sounded shortly after, leaving Foxton victors, 8—6.: [62, 1203, 138, 1478]
paragraph: British and German airmen who were antagonists in the war have dined together in London.: [296, 1184, 423, 1210]
mattar-town: FOXTON.: [1052, 891, 1086, 900]
smith-tagline: ALWAYS CHEAPER AT SMITH'S.: [904, 337, 1028, 346]
film-title: "THE FLAG LIEUTENANT": [595, 401, 803, 420]
paragraph: Taranaki's score consisted of four tries, two of which were converted.: [62, 737, 138, 772]
headline: LICENSING BILL.: [180, 972, 254, 982]
motor-line: FARES: 3/- SINGLE, 5/- RETURN.: [581, 929, 685, 937]
haircut-price: Boys 6d.: [620, 1365, 646, 1373]
haircut-price: Ladies 1/-.: [618, 1374, 648, 1382]
film-carton-icon: [713, 850, 823, 894]
tongs-text: Have you any idea how much variety can be put into menus with the help of the large assortment of biscuits awaiting you here? Some are light and flakey, to be served with butter and cheese; others can be toasted. Some have rich, creamy fillings; others are crisp and tasty; and all of them are worthy of a trial. Start to-day and see how many dainty surprises you can serve at the home table. We have an assortment to suit every palate.: [584, 711, 813, 787]
butchery-line: A TRIAL SOLICITED.: [734, 1357, 802, 1365]
mattar-line: FOR a few days only we are making a special offer in Men's Shirts and Ties and Ladies' Smart Footwear: [853, 692, 1079, 711]
stop-subtitle: Look at Your Engine.: [893, 482, 1039, 499]
paragraph: The above players are to assemble at the Cafe de Paris Hotel on Monday to go into training.: [148, 62, 286, 88]
paragraph: Moutoa and a Foxton Wednesday team met on the racecourse yesterday afternoon in a dinner match. After a closely contested game victory rested with the Foxton team by 8 points to 6.: [62, 1133, 138, 1202]
herald-town: FOXTON.: [947, 1252, 985, 1261]
day-label: SATURDAY!: [783, 370, 826, 379]
firewood-line: DRY PINE FIREWOOD.: [589, 1128, 677, 1137]
firewood-price: Four Bag lots 1/6 per bag.: [596, 1170, 670, 1178]
firewood-signature: W. WOODHAM, 'Phone 123: [592, 1188, 674, 1196]
film-line: 10 A.M.: [754, 899, 782, 908]
herald-line: WE STOCK ALL STATIONERY LINES.: [895, 1199, 1037, 1208]
stop-title: STOP!: [911, 446, 1021, 472]
butchery-line: The only meat in town killed under Government Inspection.: [718, 1335, 818, 1352]
film-service-ad: [704, 850, 832, 1090]
paragraph: In our opinion the name of the combined district should be changed from "Manawhenua," which has no territorial significance, to "Manawatu" a district which is known throughout the Dominion, and one which would correctly convey geographical significance and add to the prestige of touring Rugby representatives. The name Manawatu comprehends the whole district from whence our representatives are drawn. The change would only mean that the Palmerston area would need to be known as the Palmerston district or such other name as would meet the wishes of those concerned. It is to be hoped that the matter will be decided before next season and that delegates to the combined union will adopt the only correct solution which is Manawatu.: [433, 491, 556, 663]
headline: WHAT'S IN A NAME?: [452, 65, 537, 74]
paragraph: On vacating the chair Mr. McMurray referred to the many good qualities of the newly elected President, who, he said, was a good player and an excellent worker for the Club. He wished him a pleasant and successful year of office.: [148, 553, 286, 605]
column-rule: [427, 62, 428, 1545]
shipping-title: MANAWATU SHIPPING Co., Ltd: [710, 1100, 826, 1109]
haircut-line: PRICES.: [620, 1347, 646, 1355]
subhead: RESIGNATIONS.: [189, 752, 245, 762]
dateline: Wellington, Yesterday.: [326, 429, 393, 439]
firewood-price: 4ft. per cord £1/5/0.: [605, 1143, 661, 1151]
haircut-price: Gents 1/-.: [619, 1356, 647, 1364]
paragraph: A MEETING of members will be held in the Town Hall supper-room on Friday (to-morrow) evening at 7.30 o'clock. Business important.: [433, 979, 556, 1014]
shipping-line: Will leave (circumstances permitting) as under:—: [708, 1139, 822, 1156]
royal-line: Prices 1/- and 1/6. Children half price.: [645, 452, 753, 460]
paragraph: The annual meeting of the Foxton Tennis Club was held on Tuesday evening, presided over by Mr. R. McMurray (President). There was a fair attendance of members present.: [148, 119, 286, 154]
paragraph: It was decided to approach the Mayor with a view to the Club being included in any future effort to raise funds conducted locally.: [148, 909, 286, 935]
haircut-line: HAIRCUT?: [612, 1282, 654, 1291]
paragraph: The election of officers resulted as follows:— Patron: Francis Robinson Esq.; President: L. C. Bryant Esq.; vice-presidents: Messrs F. C. Hay, E. M. Wyllie, M. E. Perreau, B. Gower, J. Linklater, R. McMurray, J. K. Hornblow, S. H. Poole, W. Ross, W. H. Walton, C. Pritchard, F. A. Mason, W. H. Nicholas, M. B. Byrne, A. E. Tongs, J. Newton, D. R. Ogilvy, W. E. Barber; secretary: Mr. C. Procter; treasurer: Mr. W. Roach; secretary ladies committee: Miss L. Thompson; auditor: Mr. W. Trueman; committee: Misses Haydock, Stevenson, Denton, and Neylon and Mrs. L. C. Bryant; men: Messrs W. Ross, T. Chipper, R. Desjardines, E. Petersen and Hewitt; match committee: Messrs L. C. Bryant, W. Ross, W. Roach; ground committee: Messrs W. Roach, Bryant, Ross and Chipper; delegate to Manawatu Lawn Tennis Association: Mr. R. McMurray.: [148, 380, 286, 552]
paragraph: The Conciliation Commissioner, when pressed for a decision, said that the Act had been stretched a little to give the country master butchers an opportunity of being represented by attending assessors, three to five in number. Both sides were fairly well represented, and under the circumstances he thought it advisable that the Council should go into committee with the agents. The proceedings broke up and the Commissioner said that he would refer the matter to the Arbitration Court.: [296, 580, 423, 684]
haircut-line: Cleanliness and expert workmanship guaranteed.: [581, 1405, 685, 1422]
headline: DEADLOCK IN BUTCHERS' DISPUTE.: [303, 408, 416, 428]
paragraph: The eagerly-awaited Licensing Amendment Bill will probably be introduced into the House of Representatives next week, according to a statement made by the Prime Minister (Right Hon. J. G. Coates), in reply to a question by the Leader of the Opposition (Mr. H. E. Holland).: [148, 994, 286, 1046]
signature: P. T. ROBINSON, Secretary.: [451, 1014, 538, 1024]
royal-line: Produced with the full co-operation of the British Admiralty. Also: [606, 425, 792, 433]
butchery-ad: [704, 1268, 832, 1508]
herald-line: THE ECONOMY PACKET OF DUPLICATE PAPER.: [874, 1089, 1058, 1098]
subhead: ELECTION OF OFFICERS.: [174, 369, 260, 379]
mattar-ad: [840, 640, 1092, 990]
subhead: MANAWHENUA DEFEAT TARANAKI.: [65, 260, 135, 279]
paragraph: Use SANDER & SONS' Pure Volatile EUCALYPTI EXTRACT, one of the world's greatest antiseptics; put a few drops on your handkerchief daily—the odour is good, having none of the putrid smell of crude Eucalyptus. Put a few drops in your daily bath, a few drops in your glass as a mouth wash, to prevent pyorrhoea, and preserve your teeth. Beware of so-called Extracts passed off as "just as good." There is none as good. Why did SANDER'S EXTRACT WIN THE FIRST ORDER OF MERIT and GOLD MEDAL, N.Z., and S.S. E., Dunedin, 1926? Why did it win the Award and medal at Amsterdam? Because it is absolutely the purest and best in quality procurable. Sander's EUCALYPTI EXTRACT is unrivalled for Winter Ailments.: [433, 1045, 556, 1217]
firewood-ad: [566, 1095, 701, 1265]
mattar-kosy: KOSY CASH DRAPERY: [846, 891, 928, 900]
